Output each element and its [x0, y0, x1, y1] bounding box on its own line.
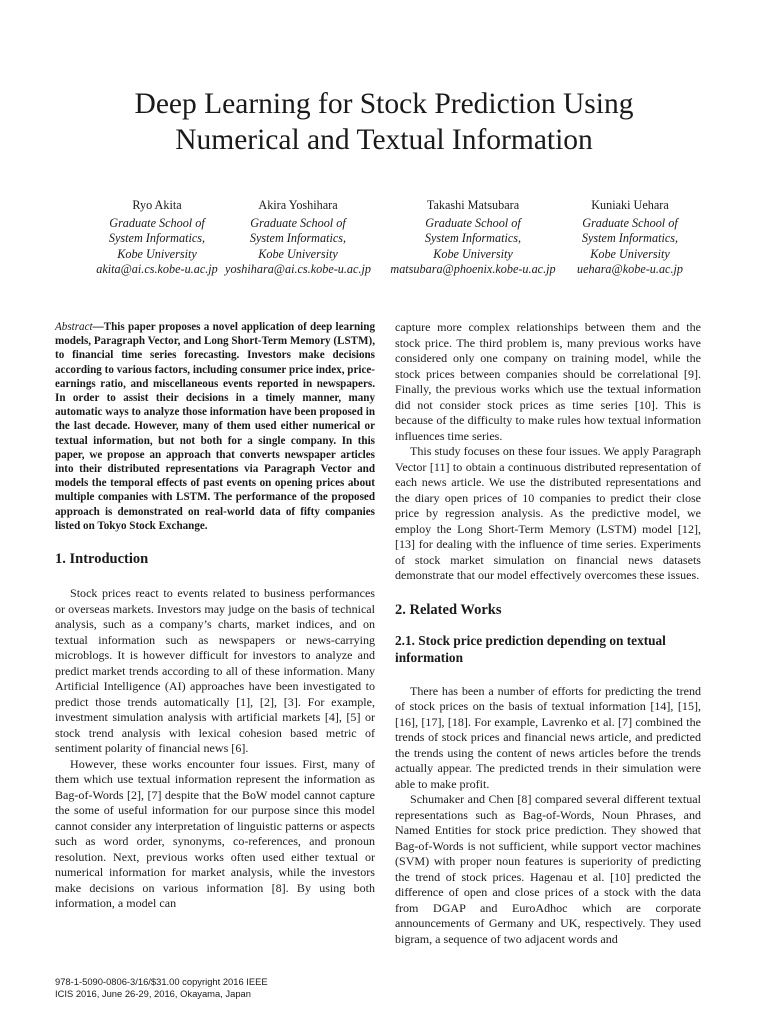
author-name: Akira Yoshihara	[258, 198, 338, 212]
abstract	[55, 320, 375, 533]
author-affiliation: Graduate School of	[582, 215, 678, 230]
section-heading-introduction: 1. Introduction	[55, 551, 149, 568]
subsection-heading: 2.1. Stock price prediction depending on textual information	[395, 632, 666, 665]
author-affiliation: System Informatics,	[424, 231, 522, 245]
author-affiliation: Graduate School of	[109, 215, 205, 230]
author-name: Ryo Akita	[132, 198, 182, 212]
title-line-2: Numerical and Textual Information	[175, 124, 593, 156]
author-affiliation: Graduate School of	[425, 215, 521, 230]
intro-paragraph-2: However, these works encounter four issues. First, many of them which use textual information represent the information as Bag-of-Words [2], [7] despite that the BoW model cannot capture the some of useful information for our purpose since this model cannot consider any interpretation of linguistic patterns or aspects such as word order, synonyms, co-references, and pronoun resolution. Next, previous works often used either textual or numerical information for market analysis, while the investors make decisions on various information [8]. By using both information, a model can	[55, 756, 375, 911]
author-2	[218, 198, 378, 278]
intro-paragraph-1: Stock prices react to events related to business performances or overseas markets. Investors may judge on the basis of technical analysis, such as a company’s charts, market indices, and on textual information such as newspapers or news-carrying microblogs. It is however difficult for investors to analyze and predict market trends according to all of these information. Many Artificial Intelligence (AI) approaches have been investigated to predict those trends automatically [1], [2], [3]. For example, investment simulation analysis with artificial markets [4], [5] or stock trend analysis with lexical cohesion based metric of sentiment polarity of financial news [6].	[55, 586, 375, 756]
author-affiliation: System Informatics,	[249, 231, 347, 245]
author-name: Takashi Matsubara	[426, 198, 520, 212]
right-paragraph-1: capture more complex relationships between them and the stock price. The third problem is, many previous works have considered only one company on training model, while the stock prices between companies should be correlational [9]. Finally, the previous works which use the textual information did not consider stock prices as time series [10]. This is because of the difficulty to make rules how textual information influences time series.	[395, 320, 701, 443]
right-paragraph-4: Schumaker and Chen [8] compared several different textual representations such as Bag-of-Words, Noun Phrases, and Named Entities for stock price prediction. They showed that Bag-of-Words is not sufficient, while support vector machines (SVM) with proper noun features is superiority of predicting the trend of stock prices. Hagenau et al. [10] predicted the difference of open and close prices of a stock with the data from DGAP and EuroAdhoc which are corporate announcements of Germany and UK, respectively. They used bigram, a sequence of two adjacent words and	[395, 792, 701, 946]
author-affiliation: Kobe University	[117, 246, 197, 261]
footer-conference-line: ICIS 2016, June 26-29, 2016, Okayama, Japan	[55, 988, 251, 999]
abstract-label: Abstract	[55, 321, 93, 333]
title-line-1: Deep Learning for Stock Prediction Using	[134, 88, 634, 120]
right-paragraph-2: This study focuses on these four issues. We apply Paragraph Vector [11] to obtain a continuous distributed representation of each news article. We use the distributed representations and the diary open prices of 10 companies to predict their close price by regression analysis. As the predictive model, we employ the Long Short-Term Memory (LSTM) model [12], [13] for dealing with the influence of time series. Experiments of stock market simulation on financial news datasets demonstrate that our model effectively overcomes these issues.	[395, 444, 701, 582]
copyright-footer	[55, 976, 268, 1000]
author-email: matsubara@phoenix.kobe-u.ac.jp	[390, 262, 556, 276]
author-email: uehara@kobe-u.ac.jp	[577, 262, 683, 276]
author-email: akita@ai.cs.kobe-u.ac.jp	[96, 262, 218, 276]
right-paragraph-3: There has been a number of efforts for predicting the trend of stock prices on the basis of textual information [14], [15], [16], [17], [18]. For example, Lavrenko et al. [7] combined the trends of stock prices and financial news article, and predicted the trends using the content of news articles before the trends actually appear. The predicted trends in their simulation were able to make profit.	[395, 683, 701, 791]
author-affiliation: Kobe University	[590, 246, 670, 261]
author-affiliation: System Informatics,	[581, 231, 679, 245]
author-4	[568, 198, 692, 278]
footer-copyright-line: 978-1-5090-0806-3/16/$31.00 copyright 2016 IEEE	[55, 976, 268, 987]
right-column	[395, 320, 701, 947]
author-3	[384, 198, 562, 278]
author-affiliation: Kobe University	[433, 246, 513, 261]
author-email: yoshihara@ai.cs.kobe-u.ac.jp	[225, 262, 371, 276]
author-affiliation: System Informatics,	[108, 231, 206, 245]
author-affiliation: Kobe University	[258, 246, 338, 261]
section-heading-related-works: 2. Related Works	[395, 601, 502, 618]
paper-title	[0, 86, 768, 158]
abstract-text: —This paper proposes a novel application of deep learning models, Paragraph Vector, and Long Short-Term Memory (LSTM), to financial time series forecasting. Investors make decisions according to various factors, including consumer price index, price-earnings ratio, and miscellaneous events reported in newspapers. In order to assist their decisions in a timely manner, many automatic ways to analyze those information have been proposed in the last decade. However, many of them used either numerical or textual information, but not both for a single company. In this paper, we propose an approach that converts newspaper articles into their distributed representations via Paragraph Vector and models the temporal effects of past events on opening prices about multiple companies with LSTM. The performance of the proposed approach is demonstrated on real-world data of fifty companies listed on Tokyo Stock Exchange.	[55, 321, 375, 532]
author-name: Kuniaki Uehara	[591, 198, 669, 212]
author-1	[78, 198, 236, 278]
left-column	[55, 320, 375, 912]
author-affiliation: Graduate School of	[250, 215, 346, 230]
